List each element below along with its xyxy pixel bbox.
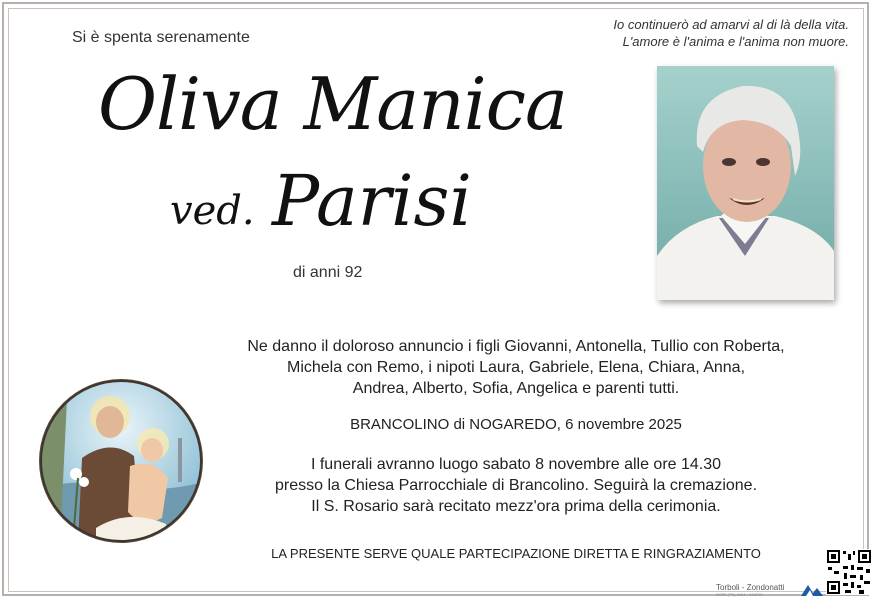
announcement bbox=[200, 336, 832, 399]
intro-text: Si è spenta serenamente bbox=[72, 29, 250, 46]
funeral-home-logo-icon bbox=[800, 583, 824, 597]
age-text: di anni 92 bbox=[293, 264, 363, 281]
qr-code-icon[interactable] bbox=[826, 549, 872, 595]
funeral-line: Il S. Rosario sarà recitato mezz'ora prima della cerimonia. bbox=[311, 498, 721, 515]
place-date: BRANCOLINO di NOGAREDO, 6 novembre 2025 bbox=[350, 416, 682, 433]
funeral-home-contact: MORI (TN) 0464 - 918715 bbox=[716, 592, 763, 597]
announcement-line: Michela con Remo, i nipoti Laura, Gabriele, Elena, Chiara, Anna, bbox=[286, 359, 746, 376]
announcement-line: Andrea, Alberto, Sofia, Angelica e parenti tutti. bbox=[352, 380, 680, 397]
funeral-line: presso la Chiesa Parrocchiale di Brancolino. Seguirà la cremazione. bbox=[274, 477, 758, 494]
notice-text: LA PRESENTE SERVE QUALE PARTECIPAZIONE DIRETTA E RINGRAZIAMENTO bbox=[271, 546, 761, 561]
funeral-home-name: Torboli - Zondonatti bbox=[716, 583, 785, 592]
married-surname: Parisi bbox=[272, 160, 472, 242]
quote bbox=[529, 16, 849, 50]
portrait-photo bbox=[657, 66, 834, 300]
funeral-details bbox=[200, 454, 832, 517]
funeral-line: I funerali avranno luogo sabato 8 novembre alle ore 14.30 bbox=[310, 456, 722, 473]
quote-line: Io continuerò ad amarvi al di là della vita. bbox=[613, 17, 849, 32]
portrait-illustration bbox=[657, 66, 834, 300]
name-prefix: ved. bbox=[170, 188, 255, 234]
logo-mark bbox=[800, 583, 824, 597]
saint-anthony-medallion bbox=[38, 378, 204, 544]
announcement-line: Ne danno il doloroso annuncio i figli Giovanni, Antonella, Tullio con Roberta, bbox=[247, 338, 785, 355]
qr-code-pattern bbox=[826, 549, 872, 595]
deceased-name: Oliva Manica bbox=[98, 62, 567, 146]
medallion-illustration bbox=[38, 378, 204, 544]
quote-line: L'amore è l'anima e l'anima non muore. bbox=[622, 34, 849, 49]
